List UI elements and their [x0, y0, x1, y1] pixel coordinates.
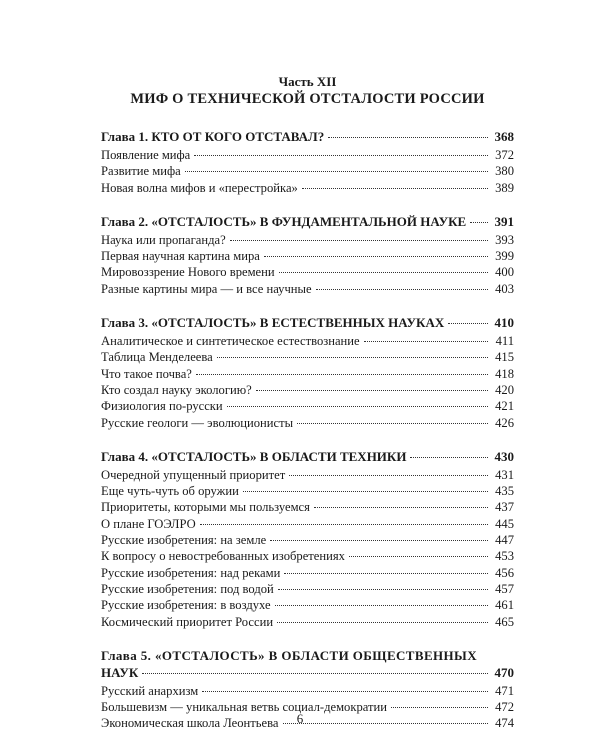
entry-page: 389: [495, 180, 514, 195]
part-title: МИФ О ТЕХНИЧЕСКОЙ ОТСТАЛОСТИ РОССИИ: [130, 91, 485, 107]
dot-leader: [278, 588, 488, 590]
entry-page: 437: [495, 500, 514, 515]
entry-page: 445: [495, 516, 514, 531]
toc-entry: [101, 614, 514, 630]
entry-page: 380: [495, 164, 514, 179]
entry-title: Наука или пропаганда?: [101, 232, 226, 247]
chapter-title-line1: Глава 5. «ОТСТАЛОСТЬ» В ОБЛАСТИ ОБЩЕСТВЕННЫХ: [101, 647, 477, 663]
dot-leader: [297, 422, 488, 424]
chapter-page: 430: [494, 448, 514, 464]
page-number: 6: [296, 711, 304, 726]
dot-leader: [256, 389, 488, 391]
entry-title: Русские изобретения: на земле: [101, 533, 267, 548]
entry-page: 399: [495, 249, 514, 264]
toc-entry: [101, 467, 514, 483]
chapter-2: [101, 213, 514, 297]
entry-title: Приоритеты, которыми мы пользуемся: [101, 500, 310, 515]
dot-leader: [448, 322, 488, 324]
toc-entry: [101, 147, 514, 163]
dot-leader: [185, 170, 488, 172]
entry-title: Русские изобретения: в воздухе: [101, 598, 271, 613]
chapter-heading: [101, 647, 514, 681]
toc-entry: [101, 349, 514, 365]
entry-title: Кто создал науку экологию?: [101, 382, 252, 397]
chapter-title: Глава 2. «ОТСТАЛОСТЬ» В ФУНДАМЕНТАЛЬНОЙ НАУКЕ: [101, 213, 467, 229]
chapter-page: 368: [494, 129, 514, 144]
chapter-page: 470: [494, 664, 514, 680]
dot-leader: [202, 690, 488, 692]
chapter-heading: [101, 314, 514, 331]
dot-leader: [470, 221, 488, 223]
dot-leader: [364, 340, 488, 342]
entry-page: 421: [495, 399, 514, 414]
entry-page: 431: [495, 467, 514, 482]
toc-entry: [101, 516, 514, 532]
toc-entry: [101, 232, 514, 248]
chapter-heading: [101, 213, 514, 230]
toc-page: [101, 70, 514, 732]
dot-leader: [264, 255, 488, 257]
entry-page: 457: [495, 581, 514, 596]
entry-page: 418: [495, 366, 514, 381]
chapter-title: Глава 3. «ОТСТАЛОСТЬ» В ЕСТЕСТВЕННЫХ НАУКАХ: [101, 315, 445, 331]
entry-page: 456: [495, 565, 514, 580]
chapter-page: 391: [494, 213, 514, 229]
chapter-title: Глава 1. КТО ОТ КОГО ОТСТАВАЛ?: [101, 129, 325, 144]
chapter-heading: [101, 448, 514, 465]
entry-page: 447: [495, 533, 514, 548]
dot-leader: [328, 136, 488, 138]
dot-leader: [316, 288, 488, 290]
entry-page: 465: [495, 614, 514, 629]
entry-page: 461: [495, 598, 514, 613]
dot-leader: [275, 604, 488, 606]
entry-title: Большевизм — уникальная ветвь социал-демократии: [101, 700, 387, 715]
dot-leader: [277, 621, 488, 623]
chapter-title: Глава 4. «ОТСТАЛОСТЬ» В ОБЛАСТИ ТЕХНИКИ: [101, 448, 407, 464]
entry-title: Первая научная картина мира: [101, 249, 260, 264]
entry-page: 372: [495, 148, 514, 162]
entry-title: Русские изобретения: над реками: [101, 565, 281, 580]
chapter-title-line2: НАУК: [101, 664, 139, 680]
toc-entry: [101, 565, 514, 581]
entry-page: 420: [495, 382, 514, 397]
entry-page: 472: [495, 700, 514, 715]
toc-entry: [101, 382, 514, 398]
dot-leader: [270, 539, 488, 541]
toc-entry: [101, 532, 514, 548]
entry-page: 474: [495, 716, 514, 731]
dot-leader: [279, 271, 488, 273]
entry-page: 393: [495, 232, 514, 247]
dot-leader: [284, 572, 488, 574]
entry-title: Мировоззрение Нового времени: [101, 265, 275, 280]
entry-title: Новая волна мифов и «перестройка»: [101, 180, 298, 195]
toc-entry: [101, 499, 514, 515]
chapter-3: [101, 314, 514, 431]
entry-title: Физиология по-русски: [101, 399, 223, 414]
toc-entry: [101, 683, 514, 699]
dot-leader: [230, 239, 488, 241]
entry-title: Аналитическое и синтетическое естествознание: [101, 334, 360, 349]
dot-leader: [194, 154, 488, 156]
entry-page: 403: [495, 281, 514, 296]
toc-entry: [101, 548, 514, 564]
toc-entry: [101, 163, 514, 179]
entry-page: 453: [495, 549, 514, 564]
toc-entry: [101, 180, 514, 196]
toc-entry: [101, 415, 514, 431]
entry-title: Русские изобретения: под водой: [101, 581, 274, 596]
chapter-1: [101, 128, 514, 196]
entry-title: Космический приоритет России: [101, 614, 274, 629]
entry-title: О плане ГОЭЛРО: [101, 516, 196, 531]
entry-page: 411: [495, 334, 514, 349]
dot-leader: [142, 672, 488, 674]
dot-leader: [243, 490, 488, 492]
entry-title: Появление мифа: [101, 148, 191, 162]
entry-title: Еще чуть-чуть об оружии: [101, 484, 239, 499]
toc-entry: [101, 264, 514, 280]
part-label: Часть XII: [278, 74, 337, 89]
entry-title: Что такое почва?: [101, 366, 192, 381]
toc-entry: [101, 398, 514, 414]
entry-page: 415: [495, 350, 514, 365]
toc-entry: [101, 366, 514, 382]
toc-entry: [101, 597, 514, 613]
entry-page: 400: [495, 265, 514, 280]
toc-entry: [101, 281, 514, 297]
toc-entry: [101, 581, 514, 597]
toc-entry: [101, 333, 514, 349]
chapter-heading: [101, 128, 514, 145]
entry-title: Русский анархизм: [101, 683, 199, 698]
dot-leader: [289, 474, 488, 476]
entry-title: Развитие мифа: [101, 164, 181, 179]
chapter-4: [101, 448, 514, 630]
dot-leader: [217, 356, 488, 358]
entry-page: 426: [495, 415, 514, 430]
toc-entry: [101, 248, 514, 264]
chapter-heading-line2: [101, 664, 514, 681]
entry-title: Таблица Менделеева: [101, 350, 213, 365]
entry-title: Русские геологи — эволюционисты: [101, 415, 294, 430]
dot-leader: [302, 187, 488, 189]
entry-title: Очередной упущенный приоритет: [101, 467, 286, 482]
entry-page: 435: [495, 484, 514, 499]
entry-title: К вопросу о невостребованных изобретениях: [101, 549, 345, 564]
entry-title: Экономическая школа Леонтьева: [101, 716, 279, 731]
entry-page: 471: [495, 683, 514, 698]
dot-leader: [410, 456, 488, 458]
entry-title: Разные картины мира — и все научные: [101, 281, 312, 296]
dot-leader: [314, 506, 488, 508]
dot-leader: [349, 555, 488, 557]
toc-entry: [101, 483, 514, 499]
dot-leader: [196, 373, 488, 375]
dot-leader: [391, 706, 488, 708]
dot-leader: [200, 523, 488, 525]
chapter-page: 410: [494, 315, 514, 331]
dot-leader: [227, 405, 488, 407]
